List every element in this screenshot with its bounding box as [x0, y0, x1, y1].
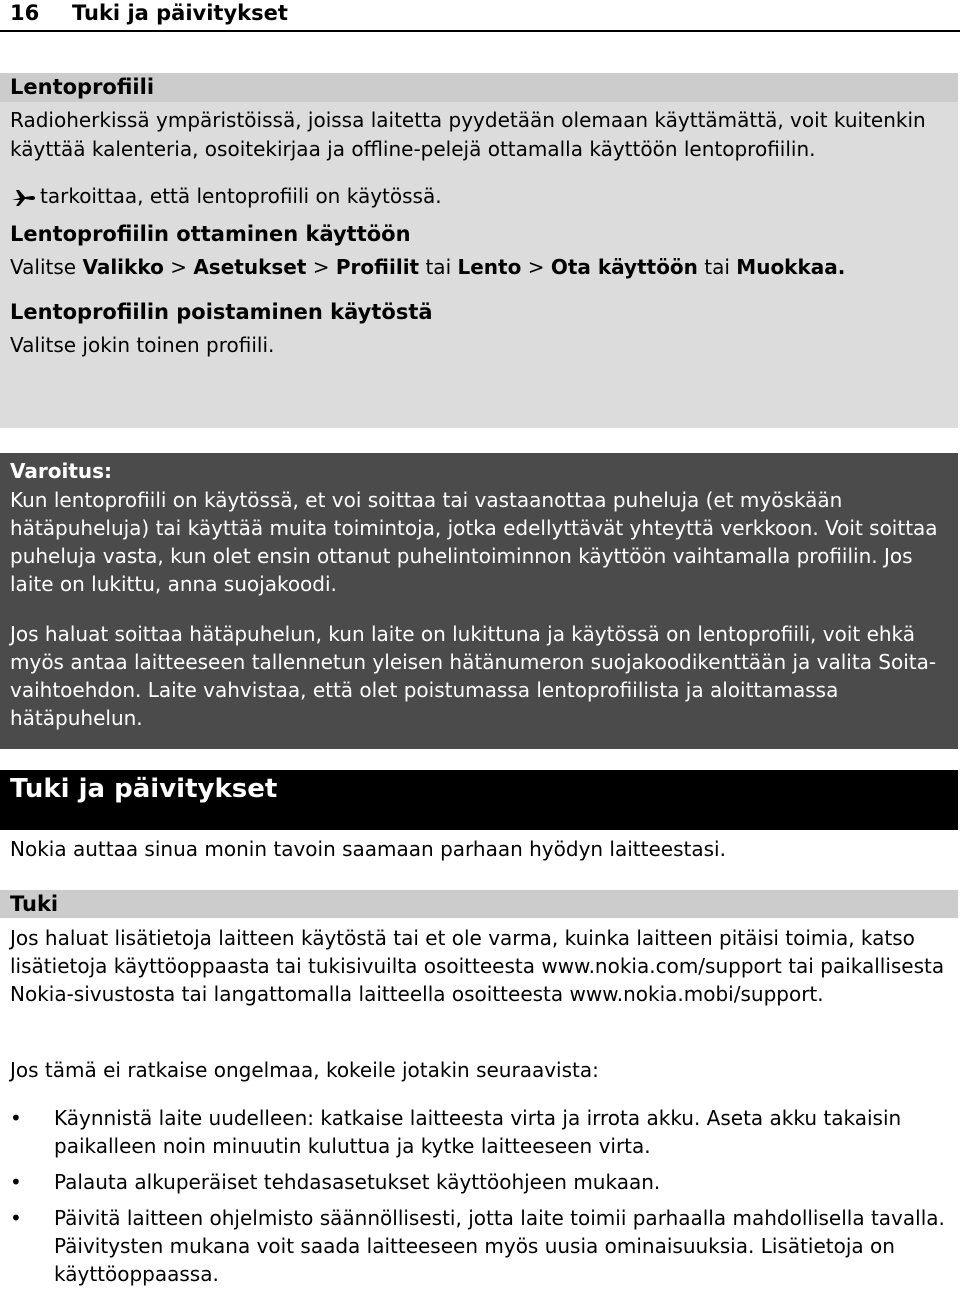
- bullet-marker: •: [10, 1170, 22, 1194]
- bullet-marker: •: [10, 1106, 22, 1130]
- list-item: [0, 1168, 960, 1196]
- disable-text: Valitse jokin toinen profiili.: [10, 333, 275, 357]
- menu-path-asetukset: Asetukset: [193, 255, 307, 279]
- list-item-text: Päivitä laitteen ohjelmisto säännöllisesti, jotta laite toimii parhaalla mahdollisella tavalla. Päivitysten mukana voit saada laitteeseen myös uusia ominaisuuksia. Lisätietoja on käyttöoppaassa.: [54, 1206, 945, 1286]
- enable-heading: Lentoprofiilin ottaminen käyttöön: [10, 222, 411, 246]
- enable-steps: [10, 253, 948, 282]
- list-item: [0, 1104, 960, 1160]
- page-number: 16: [10, 1, 40, 25]
- menu-path-muokkaa: Muokkaa: [736, 255, 838, 279]
- running-title: Tuki ja päivitykset: [72, 1, 288, 25]
- section-intro: Nokia auttaa sinua monin tavoin saamaan parhaan hyödyn laitteestasi.: [10, 837, 726, 861]
- path-separator: >: [527, 255, 545, 279]
- steps-end: .: [837, 255, 846, 279]
- disable-heading: Lentoprofiilin poistaminen käytöstä: [10, 300, 433, 324]
- section-title: Tuki ja päivitykset: [10, 774, 278, 804]
- list-item: [0, 1204, 960, 1288]
- troubleshoot-list: [0, 1104, 960, 1296]
- or-word: tai: [704, 255, 730, 279]
- flight-icon-note-text: tarkoittaa, että lentoprofiili on käytössä.: [40, 184, 442, 208]
- warning-box: [0, 453, 958, 749]
- or-word: tai: [425, 255, 452, 279]
- bullet-marker: •: [10, 1206, 22, 1230]
- list-item-text: Palauta alkuperäiset tehdasasetukset käyttöohjeen mukaan.: [54, 1170, 661, 1194]
- menu-path-lento: Lento: [457, 255, 522, 279]
- section-title-band: [0, 770, 958, 830]
- flight-profile-heading: Lentoprofiili: [0, 73, 958, 102]
- list-item-text: Käynnistä laite uudelleen: katkaise laitteesta virta ja irrota akku. Aseta akku takaisin paikalleen noin minuutin kuluttua ja kytke laitteeseen virta.: [54, 1106, 902, 1158]
- menu-path-profiilit: Profiilit: [335, 255, 420, 279]
- flight-icon-note: [10, 182, 948, 213]
- warning-paragraph-2: Jos haluat soittaa hätäpuhelun, kun laite on lukittuna ja käytössä on lentoprofiili, voit ehkä myös antaa laitteeseen tallennetun yleisen hätänumeron suojakoodikenttään ja valita Soita-vaihtoehdon. Laite vahvistaa, että olet poistumassa lentoprofiilista ja aloittamassa hätäpuhelun.: [10, 622, 937, 730]
- tuki-paragraph-2: Jos tämä ei ratkaise ongelmaa, kokeile jotakin seuraavista:: [10, 1058, 599, 1082]
- warning-title: Varoitus:: [10, 459, 113, 483]
- menu-path-ota-kayttoon: Ota käyttöön: [550, 255, 698, 279]
- page-header: [0, 0, 960, 32]
- path-separator: >: [170, 255, 187, 279]
- tuki-paragraph-1: Jos haluat lisätietoja laitteen käytöstä tai et ole varma, kuinka laitteen pitäisi toimia, katso lisätietoja käyttöoppaasta tai tukisivuilta osoitteesta www.nokia.com/support tai paikallisesta Nokia-sivustosta tai langattomalla laitteella osoitteesta www.nokia.mobi/support.: [10, 926, 945, 1006]
- airplane-icon: [10, 184, 40, 213]
- flight-profile-intro: Radioherkissä ympäristöissä, joissa laitetta pyydetään olemaan käyttämättä, voit kuitenkin käyttää kalenteria, osoitekirjaa ja offline-pelejä ottamalla käyttöön lentoprofiilin.: [10, 108, 926, 161]
- warning-paragraph-1: Kun lentoprofiili on käytössä, et voi soittaa tai vastaanottaa puheluja (et myöskään hätäpuheluja) tai käyttää muita toimintoja, jotka edellyttävät yhteyttä verkkoon. Voit soittaa puheluja vasta, kun olet ensin ottanut puhelintoiminnon käyttöön vaihtamalla profiilin. Jos laite on lukittu, anna suojakoodi.: [10, 488, 938, 596]
- menu-path-valikko: Valikko: [82, 255, 164, 279]
- tuki-heading: Tuki: [0, 890, 958, 918]
- flight-profile-section: [0, 73, 958, 428]
- path-separator: >: [312, 255, 330, 279]
- steps-prefix: Valitse: [10, 255, 77, 279]
